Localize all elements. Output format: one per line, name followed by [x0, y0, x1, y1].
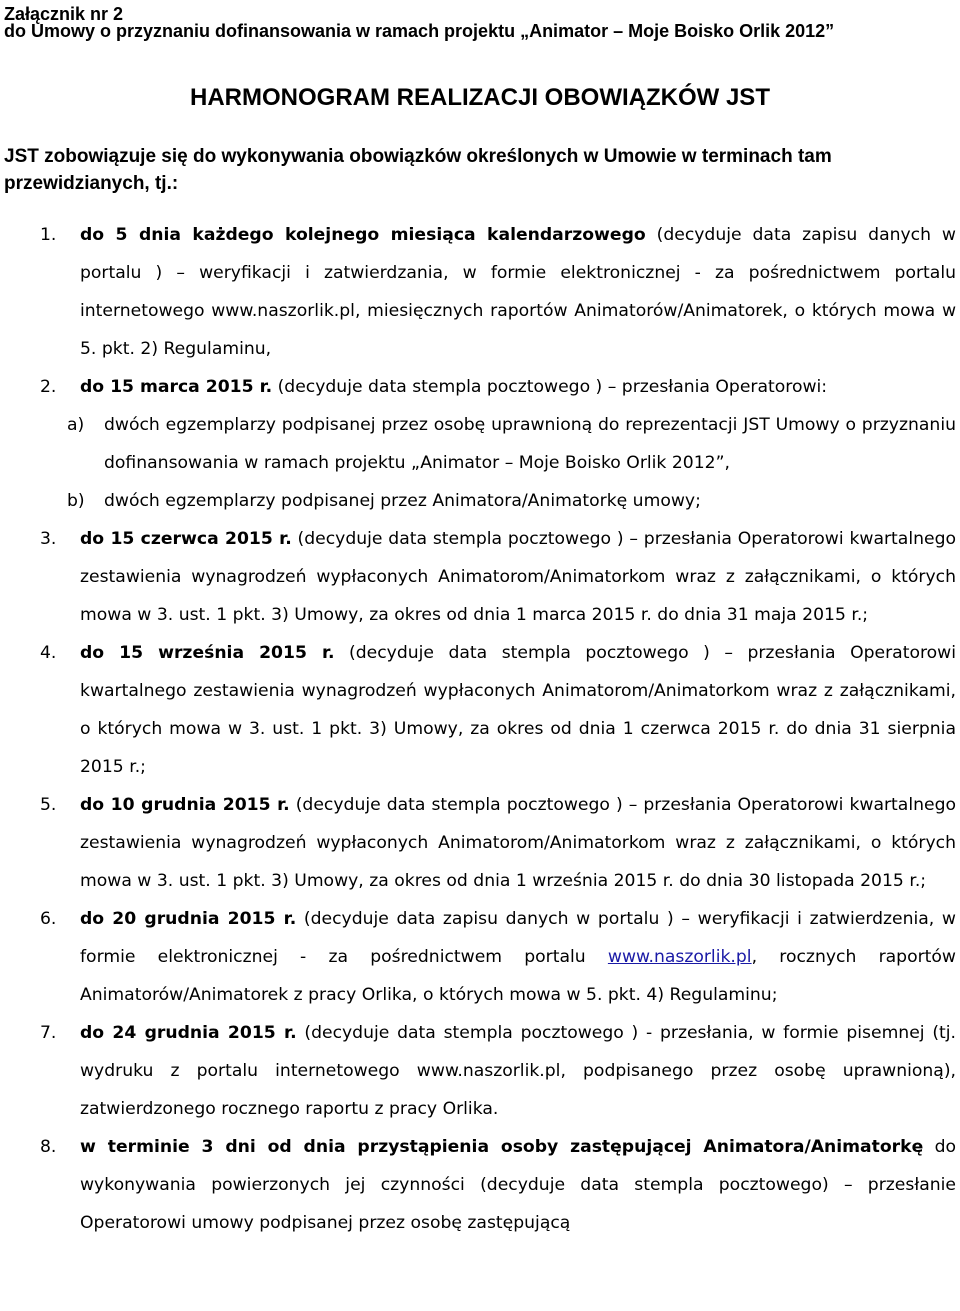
- sub-item-text: dwóch egzemplarzy podpisanej przez Animatora/Animatorkę umowy;: [104, 491, 701, 511]
- item-number: 5.: [40, 795, 57, 815]
- sub-item-label: a): [67, 415, 85, 435]
- naszorlik-link[interactable]: www.naszorlik.pl: [607, 947, 752, 967]
- item-number: 7.: [40, 1023, 57, 1043]
- item-number: 6.: [40, 909, 57, 929]
- list-item: [0, 368, 956, 406]
- obligations-list: [0, 216, 960, 1242]
- page-title: HARMONOGRAM REALIZACJI OBOWIĄZKÓW JST: [190, 84, 770, 111]
- item-text: (decyduje data stempla pocztowego ) – przesłania Operatorowi kwartalnego zestawienia wynagrodzeń wypłaconych Animatorom/Animatorkom wraz z załącznikami, o których mowa w 3. ust. 1 pkt. 3) Umowy, za okres od dnia 1 września 2015 r. do dnia 30 listopada 2015 r.;: [80, 795, 956, 891]
- item-deadline: do 15 marca 2015 r.: [80, 377, 273, 397]
- item-text: (decyduje data stempla pocztowego ) - przesłania, w formie pisemnej (tj. wydruku z portalu internetowego www.naszorlik.pl, podpisanego przez osobę uprawnioną), zatwierdzonego rocznego raportu z pracy Orlika.: [80, 1023, 957, 1119]
- item-number: 2.: [40, 377, 57, 397]
- item-text: (decyduje data stempla pocztowego ) – przesłania Operatorowi:: [272, 377, 828, 397]
- item-number: 8.: [40, 1137, 57, 1157]
- item-deadline: do 15 września 2015 r.: [80, 643, 335, 663]
- item-text: , rocznych raportów Animatorów/Animatorek z pracy Orlika, o których mowa w 5. pkt. 4) Regulaminu;: [80, 947, 956, 1005]
- item-text: (decyduje data zapisu danych w portalu ) – weryfikacji i zatwierdzania, w formie elektronicznej - za pośrednictwem portalu internetowego www.naszorlik.pl, miesięcznych raportów Animatorów/Animatorek, o których mowa w 5. pkt. 2) Regulaminu,: [80, 225, 956, 359]
- item-deadline: w terminie 3 dni od dnia przystąpienia osoby zastępującej Animatora/Animatorkę: [80, 1137, 924, 1157]
- contract-reference: do Umowy o przyznaniu dofinansowania w ramach projektu „Animator – Moje Boisko Orlik 2012”: [4, 21, 835, 41]
- sub-item-text: dwóch egzemplarzy podpisanej przez osobę uprawnioną do reprezentacji JST Umowy o przyznaniu dofinansowania w ramach projektu „Animator – Moje Boisko Orlik 2012”,: [104, 415, 956, 473]
- list-item: [0, 520, 956, 634]
- list-item: [0, 216, 956, 368]
- item-number: 4.: [40, 643, 57, 663]
- list-item: [0, 1014, 956, 1128]
- item-deadline: do 5 dnia każdego kolejnego miesiąca kalendarzowego: [80, 225, 646, 245]
- item-text: (decyduje data stempla pocztowego ) – przesłania Operatorowi kwartalnego zestawienia wynagrodzeń wypłaconych Animatorom/Animatorkom wraz z załącznikami, o których mowa w 3. ust. 1 pkt. 3) Umowy, za okres od dnia 1 czerwca 2015 r. do dnia 31 sierpnia 2015 r.;: [80, 643, 957, 777]
- sub-item: [0, 482, 956, 520]
- item-deadline: do 24 grudnia 2015 r.: [80, 1023, 297, 1043]
- item-deadline: do 20 grudnia 2015 r.: [80, 909, 297, 929]
- item-number: 1.: [40, 225, 57, 245]
- list-item: [0, 634, 956, 786]
- annex-label: Załącznik nr 2: [4, 4, 124, 24]
- list-item: [0, 1128, 956, 1242]
- item-text: (decyduje data zapisu danych w portalu ) – weryfikacji i zatwierdzenia, w formie elektronicznej - za pośrednictwem portalu: [80, 909, 956, 967]
- sub-item: [0, 406, 956, 482]
- item-number: 3.: [40, 529, 57, 549]
- item-deadline: do 15 czerwca 2015 r.: [80, 529, 292, 549]
- item-text: (decyduje data stempla pocztowego ) – przesłania Operatorowi kwartalnego zestawienia wynagrodzeń wypłaconych Animatorom/Animatorkom wraz z załącznikami, o których mowa w 3. ust. 1 pkt. 3) Umowy, za okres od dnia 1 marca 2015 r. do dnia 31 maja 2015 r.;: [80, 529, 956, 625]
- sub-item-label: b): [67, 491, 85, 511]
- intro-text: JST zobowiązuje się do wykonywania obowiązków określonych w Umowie w terminach tam przewidzianych, tj.:: [4, 146, 832, 194]
- item-deadline: do 10 grudnia 2015 r.: [80, 795, 290, 815]
- list-item: [0, 900, 956, 1014]
- item-text: do wykonywania powierzonych jej czynności (decyduje data stempla pocztowego) – przesłanie Operatorowi umowy podpisanej przez osobę zastępującą: [80, 1137, 957, 1233]
- list-item: [0, 786, 956, 900]
